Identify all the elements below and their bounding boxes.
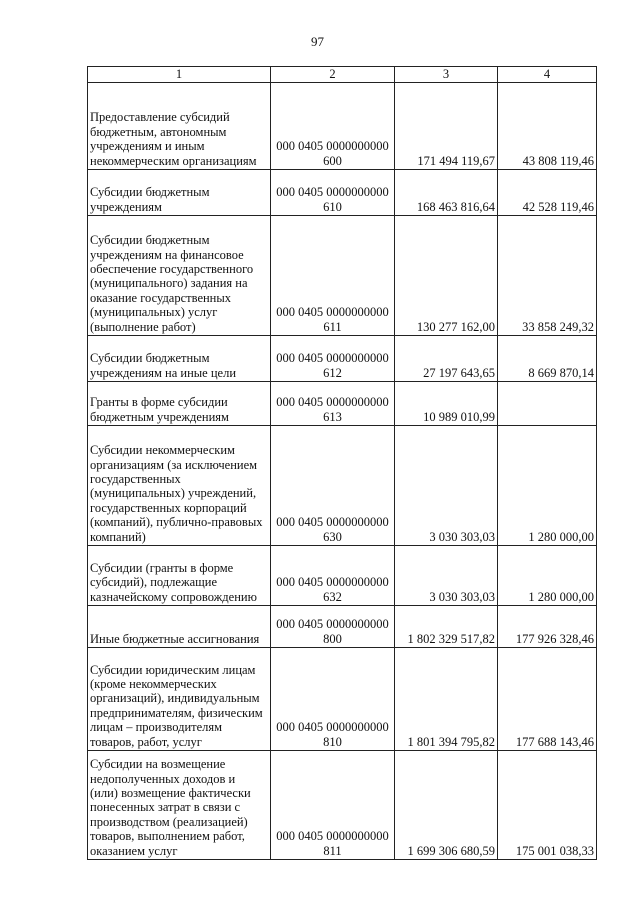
table-row (88, 170, 597, 216)
row-value-col3: 1 801 394 795,82 (395, 648, 498, 751)
row-name: Субсидии бюджетным учреждениям на иные цели (88, 336, 271, 382)
header-col-3: 3 (395, 67, 498, 83)
row-value-col4: 175 001 038,33 (498, 751, 597, 860)
row-value-col4: 177 926 328,46 (498, 606, 597, 648)
row-value-col3: 3 030 303,03 (395, 426, 498, 546)
table-row (88, 751, 597, 860)
row-name: Предоставление субсидий бюджетным, автономным учреждениям и иным некоммерческим организациям (88, 83, 271, 170)
row-code: 000 0405 0000000000 800 (271, 606, 395, 648)
row-value-col4: 1 280 000,00 (498, 426, 597, 546)
row-name: Субсидии (гранты в форме субсидий), подлежащие казначейскому сопровождению (88, 546, 271, 606)
row-value-col3: 168 463 816,64 (395, 170, 498, 216)
row-code: 000 0405 0000000000 630 (271, 426, 395, 546)
table-row (88, 546, 597, 606)
table-row (88, 216, 597, 336)
row-value-col4 (498, 382, 597, 426)
table-row (88, 426, 597, 546)
table-row (88, 382, 597, 426)
header-col-4: 4 (498, 67, 597, 83)
row-name: Субсидии юридическим лицам (кроме некоммерческих организаций), индивидуальным предпринимателям, физическим лицам – производителям товаров, работ, услуг (88, 648, 271, 751)
table-row (88, 606, 597, 648)
row-value-col4: 43 808 119,46 (498, 83, 597, 170)
table-header-row (88, 67, 597, 83)
row-value-col3: 27 197 643,65 (395, 336, 498, 382)
row-value-col4: 177 688 143,46 (498, 648, 597, 751)
row-code: 000 0405 0000000000 632 (271, 546, 395, 606)
row-name: Субсидии бюджетным учреждениям (88, 170, 271, 216)
page-number: 97 (311, 34, 324, 49)
row-name: Субсидии бюджетным учреждениям на финансовое обеспечение государственного (муниципального) задания на оказание государственных (муниципальных) услуг (выполнение работ) (88, 216, 271, 336)
row-value-col3: 130 277 162,00 (395, 216, 498, 336)
row-value-col4: 8 669 870,14 (498, 336, 597, 382)
row-value-col3: 1 802 329 517,82 (395, 606, 498, 648)
row-name: Субсидии на возмещение недополученных доходов и (или) возмещение фактически понесенных затрат в связи с производством (реализацией) товаров, выполнением работ, оказанием услуг (88, 751, 271, 860)
row-code: 000 0405 0000000000 600 (271, 83, 395, 170)
row-code: 000 0405 0000000000 611 (271, 216, 395, 336)
table-row (88, 83, 597, 170)
row-code: 000 0405 0000000000 613 (271, 382, 395, 426)
row-value-col3: 171 494 119,67 (395, 83, 498, 170)
row-value-col3: 10 989 010,99 (395, 382, 498, 426)
row-code: 000 0405 0000000000 811 (271, 751, 395, 860)
row-name: Гранты в форме субсидии бюджетным учреждениям (88, 382, 271, 426)
row-value-col4: 33 858 249,32 (498, 216, 597, 336)
row-value-col3: 3 030 303,03 (395, 546, 498, 606)
row-name: Субсидии некоммерческим организациям (за исключением государственных (муниципальных) учреждений, государственных корпораций (компаний), публично-правовых компаний) (88, 426, 271, 546)
budget-table (87, 66, 597, 860)
header-col-1: 1 (88, 67, 271, 83)
table-row (88, 648, 597, 751)
row-value-col3: 1 699 306 680,59 (395, 751, 498, 860)
row-value-col4: 42 528 119,46 (498, 170, 597, 216)
row-code: 000 0405 0000000000 810 (271, 648, 395, 751)
row-code: 000 0405 0000000000 612 (271, 336, 395, 382)
row-value-col4: 1 280 000,00 (498, 546, 597, 606)
row-name: Иные бюджетные ассигнования (88, 606, 271, 648)
row-code: 000 0405 0000000000 610 (271, 170, 395, 216)
table-row (88, 336, 597, 382)
header-col-2: 2 (271, 67, 395, 83)
